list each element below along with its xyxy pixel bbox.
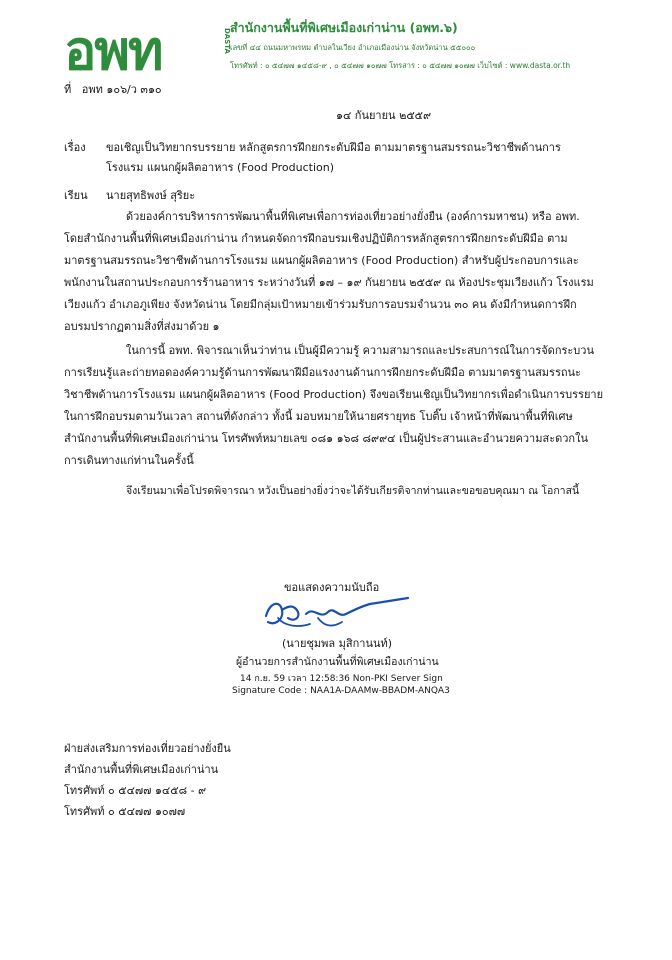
paragraph-line: ในการนี้ อพท. พิจารณาเห็นว่าท่าน เป็นผู้มีความรู้ ความสามารถและประสบการณ์ในการจัดกระบวน [126, 344, 594, 357]
body-paragraph-2 [64, 340, 624, 472]
paragraph-line: มาตรฐานสมรรถนะวิชาชีพด้านการโรงแรม แผนกผู้ผลิตอาหาร (Food Production) สำหรับผู้ประกอบการและ [64, 254, 579, 267]
letter-date: ๑๔ กันยายน ๒๕๕๙ [336, 109, 432, 122]
recipient-label: เรียน [64, 189, 88, 202]
paragraph-line: การเรียนรู้และถ่ายทอดองค์ความรู้ด้านการพัฒนาฝีมือแรงงานด้านการฝึกยกระดับฝีมือ ตามมาตรฐานสมรรถนะ [64, 366, 581, 379]
paragraph-line: เวียงแก้ว อำเภอภูเพียง จังหวัดน่าน โดยมีกลุ่มเป้าหมายเข้าร่วมรับการอบรมจำนวน ๓๐ คน ดังมีกำหนดการฝึก [64, 298, 577, 311]
reference-label: ที่ [64, 83, 72, 96]
paragraph-line: ในการฝึกอบรมตามวันเวลา สถานที่ดังกล่าว ทั้งนี้ มอบหมายให้นายศรายุทธ โบติ๊บ เจ้าหน้าที่พัฒนาพื้นที่พิเศษ [64, 410, 573, 423]
dasta-logo [64, 22, 232, 74]
body-paragraph-1 [64, 206, 624, 338]
paragraph-line: อบรมปรากฏตามสิ่งที่ส่งมาด้วย ๑ [64, 320, 220, 333]
footer-contact [64, 738, 231, 822]
signer-name: (นายชุมพล มุสิกานนท์) [282, 637, 393, 650]
paragraph-line: วิชาชีพด้านการโรงแรม แผนกผู้ผลิตอาหาร (Food Production) จึงขอเรียนเชิญเป็นวิทยากรเพื่อดำเนินการบรรยาย [64, 388, 604, 401]
footer-phone: โทรศัพท์ ๐ ๕๔๗๗ ๑๔๕๘ - ๙ [64, 784, 207, 797]
org-contact: โทรศัพท์ : ๐ ๕๔๗๗ ๑๔๕๘-๙ , ๐ ๕๔๗๗ ๑๐๗๗ โทรสาร : ๐ ๕๔๗๗ ๑๐๗๗ เว็บไซต์ : www.dasta.or.th [230, 61, 571, 70]
signer-position: ผู้อำนวยการสำนักงานพื้นที่พิเศษเมืองเก่าน่าน [236, 656, 439, 668]
paragraph-line: สำนักงานพื้นที่พิเศษเมืองเก่าน่าน โทรศัพท์หมายเลข ๐๘๑ ๑๖๘ ๘๙๙๔ เป็นผู้ประสานและอำนวยความสะดวกใน [64, 432, 588, 445]
recipient-line [64, 186, 195, 206]
paragraph-line: ด้วยองค์การบริหารการพัฒนาพื้นที่พิเศษเพื่อการท่องเที่ยวอย่างยั่งยืน (องค์การมหาชน) หรือ อพท. [126, 210, 580, 223]
signature-timestamp: 14 ก.ย. 59 เวลา 12:58:36 Non-PKI Server Sign [240, 674, 443, 684]
logo-side-text: DASTA [223, 28, 231, 54]
paragraph-line: พนักงานในสถานประกอบการร้านอาหาร ระหว่างวันที่ ๑๗ – ๑๙ กันยายน ๒๕๕๙ ณ ห้องประชุมเวียงแก้ว โรงแรม [64, 276, 594, 289]
subject-block [64, 138, 624, 178]
subject-line-2: โรงแรม แผนกผู้ผลิตอาหาร (Food Production) [106, 161, 335, 174]
footer-office: สำนักงานพื้นที่พิเศษเมืองเก่าน่าน [64, 763, 219, 776]
logo-text: อพท [64, 22, 162, 74]
closing-sentence: จึงเรียนมาเพื่อโปรดพิจารณา หวังเป็นอย่างยิ่งว่าจะได้รับเกียรติจากท่านและขอขอบคุณมา ณ โอกาสนี้ [126, 485, 580, 497]
recipient-name: นายสุทธิพงษ์ สุริยะ [106, 189, 196, 202]
paragraph-line: การเดินทางแก่ท่านในครั้งนี้ [64, 454, 194, 467]
footer-phone-2: โทรศัพท์ ๐ ๕๔๗๗ ๑๐๗๗ [64, 805, 186, 818]
regards: ขอแสดงความนับถือ [284, 581, 380, 594]
reference-number: อพท ๑๐๖/ว ๓๑๐ [81, 83, 162, 96]
org-address: เลขที่ ๔๔ ถนนมหาพรหม ตำบลในเวียง อำเภอเมืองน่าน จังหวัดน่าน ๕๕๐๐๐ [230, 43, 476, 52]
subject-label: เรื่อง [64, 141, 86, 154]
org-name: สำนักงานพื้นที่พิเศษเมืองเก่าน่าน (อพท.๖) [230, 20, 458, 35]
paragraph-line: โดยสำนักงานพื้นที่พิเศษเมืองเก่าน่าน กำหนดจัดการฝึกอบรมเชิงปฏิบัติการหลักสูตรการฝึกยกระดับฝีมือ ตาม [64, 232, 568, 245]
signature-code: Signature Code : NAA1A-DAAMw-BBADM-ANQA3 [232, 686, 450, 696]
subject-line-1: ขอเชิญเป็นวิทยากรบรรยาย หลักสูตรการฝึกยกระดับฝีมือ ตามมาตรฐานสมรรถนะวิชาชีพด้านการ [106, 141, 561, 154]
reference-line [64, 80, 162, 100]
footer-department: ฝ่ายส่งเสริมการท่องเที่ยวอย่างยั่งยืน [64, 742, 231, 755]
handwritten-signature [258, 596, 418, 632]
